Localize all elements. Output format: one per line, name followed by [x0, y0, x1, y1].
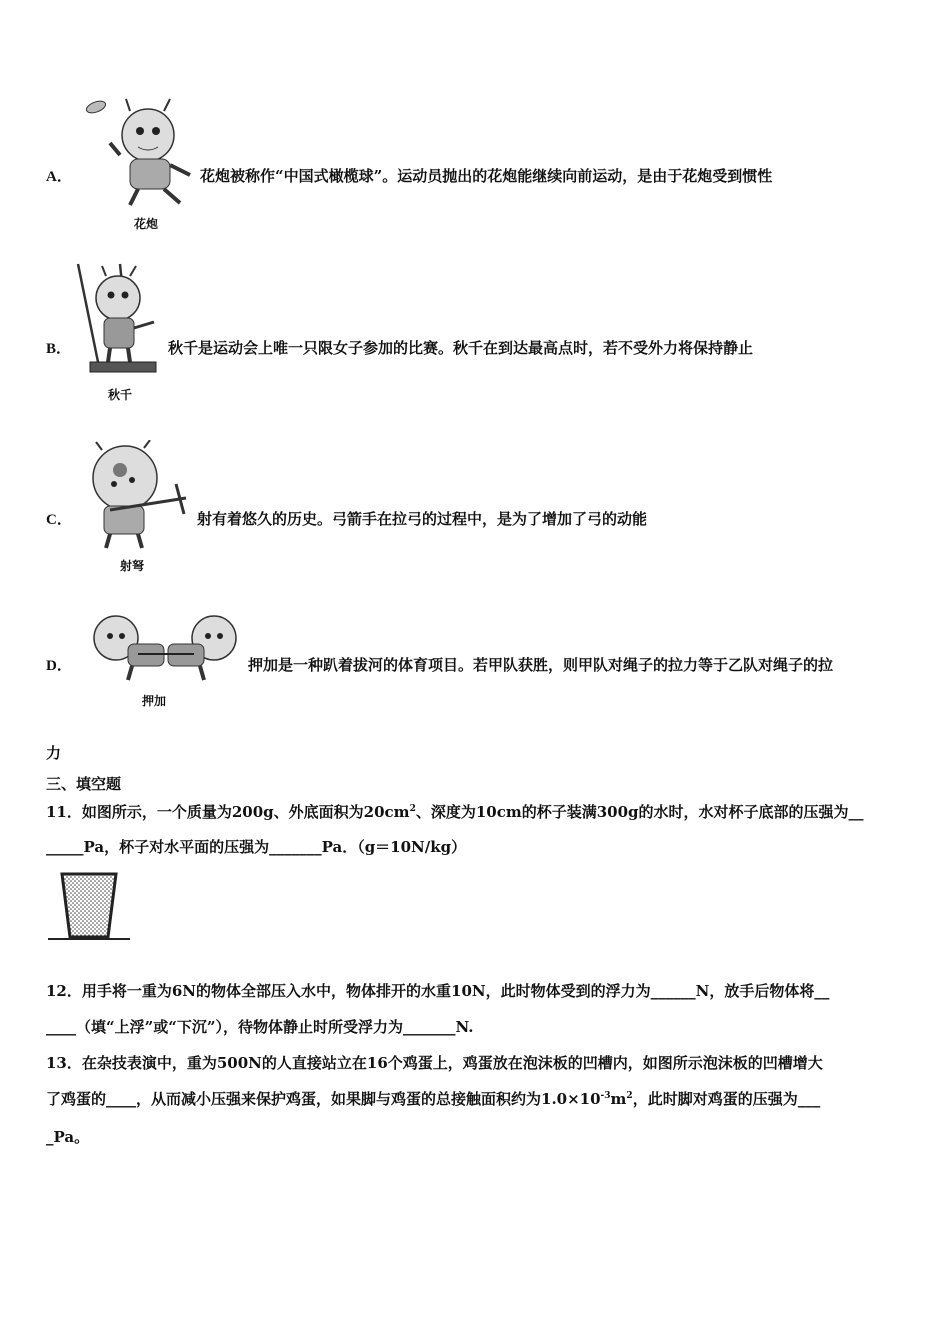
- option-d-label: D．: [46, 658, 72, 674]
- option-a-text: 花炮被称作“中国式橄榄球”。运动员抛出的花炮能继续向前运动，是由于花炮受到惯性: [200, 167, 773, 185]
- option-c-text: 射有着悠久的历史。弓箭手在拉弓的过程中，是为了增加了弓的动能: [197, 510, 648, 528]
- huapao-illustration: [80, 95, 200, 210]
- yajia-illustration: [88, 610, 243, 685]
- q12-line2: ____（填“上浮”或“下沉”），待物体静止时所受浮力为_______N.: [46, 1018, 474, 1036]
- option-c-caption: 射弩: [120, 559, 145, 573]
- option-b-caption: 秋千: [108, 388, 133, 402]
- option-d-text: 押加是一种趴着拔河的体育项目。若甲队获胜，则甲队对绳子的拉力等于乙队对绳子的拉: [248, 656, 834, 674]
- option-c-label: C．: [46, 512, 72, 528]
- option-a-label: A．: [46, 169, 72, 185]
- option-b-text: 秋千是运动会上唯一只限女子参加的比赛。秋千在到达最高点时，若不受外力将保持静止: [168, 339, 754, 357]
- q11-line1: 11．如图所示，一个质量为200g、外底面积为$20cm^2$、深度为10cm的杯子装满300g的水时，水对杯子底部的压强为__: [46, 803, 864, 821]
- cup-diagram: [46, 868, 132, 944]
- q12-line1: 12．用手将一重为6N的物体全部压入水中，物体排开的水重10N，此时物体受到的浮力为______N，放手后物体将__: [46, 982, 830, 1000]
- option-b-label: B．: [46, 341, 72, 357]
- option-d-caption: 押加: [142, 694, 167, 708]
- section-title: 三、填空题: [46, 775, 122, 793]
- q13-line1: 13．在杂技表演中，重为500N的人直接站立在16个鸡蛋上，鸡蛋放在泡沫板的凹槽内，如图所示泡沫板的凹槽增大: [46, 1054, 823, 1072]
- option-d-continuation: 力: [46, 744, 62, 762]
- crossbow-illustration: [80, 440, 195, 550]
- q13-line2: 了鸡蛋的____，从而减小压强来保护鸡蛋，如果脚与鸡蛋的总接触面积约为$1.0\times 10^{-3}m^2$，此时脚对鸡蛋的压强为___: [46, 1090, 821, 1108]
- q13-line3: _Pa。: [46, 1128, 90, 1146]
- option-a-caption: 花炮: [134, 217, 159, 231]
- swing-illustration: [70, 262, 165, 380]
- q11-line2: _____Pa，杯子对水平面的压强为_______Pa．（g＝10N/kg）: [46, 838, 467, 856]
